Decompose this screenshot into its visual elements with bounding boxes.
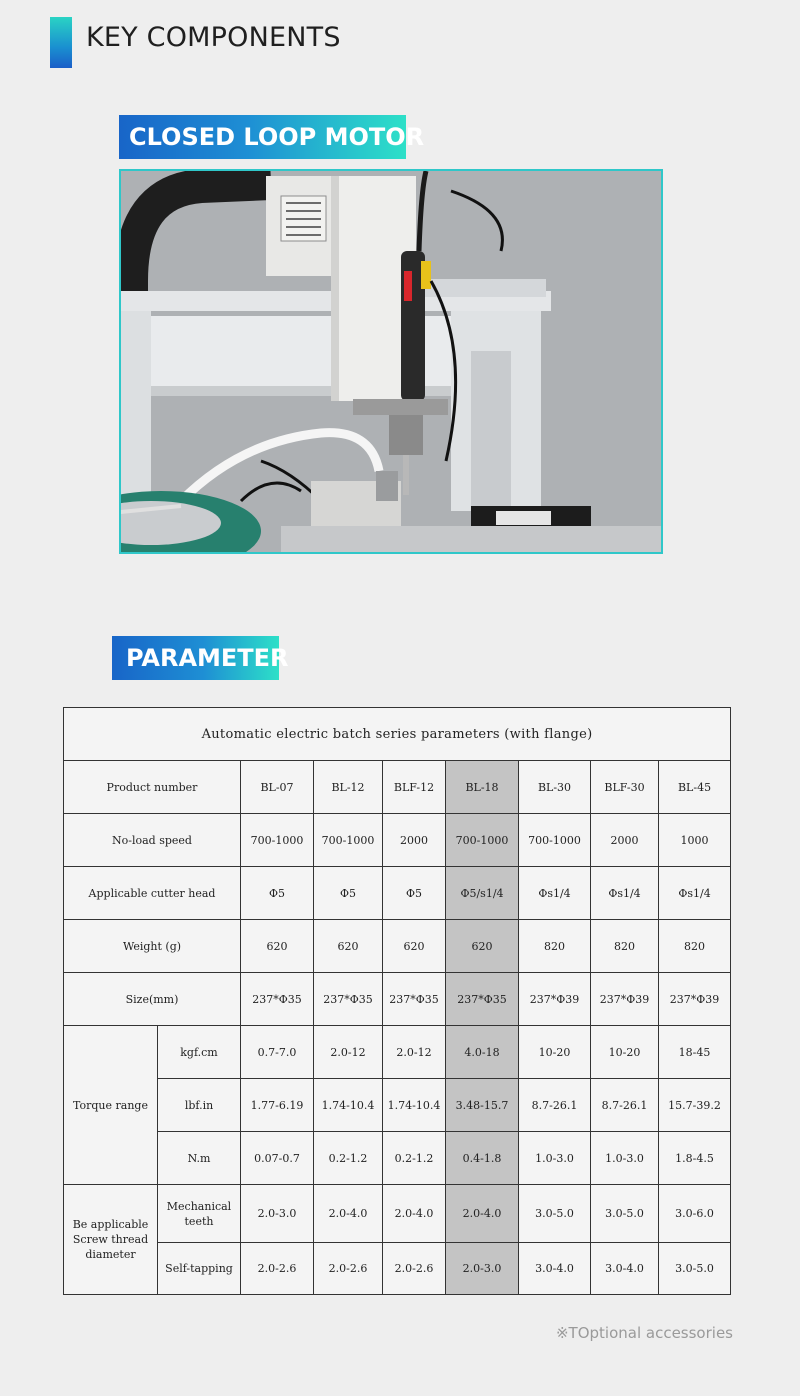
table-cell: 8.7-26.1: [519, 1079, 591, 1132]
table-cell: 3.0-5.0: [519, 1185, 591, 1243]
table-row: [64, 1185, 731, 1243]
table-cell: Φ5: [383, 867, 446, 920]
table-row: [64, 814, 731, 867]
sub-label: N.m: [158, 1132, 241, 1185]
table-cell: 2.0-12: [383, 1026, 446, 1079]
table-cell: 237*Φ39: [591, 973, 659, 1026]
table-cell: 1.0-3.0: [591, 1132, 659, 1185]
table-cell: Φ5: [314, 867, 383, 920]
table-cell: 700-1000: [314, 814, 383, 867]
table-cell: 3.0-5.0: [591, 1185, 659, 1243]
sub-label: Self-tapping: [158, 1243, 241, 1295]
table-row: [64, 920, 731, 973]
table-row: [64, 761, 731, 814]
row-label: Size(mm): [64, 973, 241, 1026]
table-cell: 237*Φ39: [519, 973, 591, 1026]
row-label: Weight (g): [64, 920, 241, 973]
parameter-tag: PARAMETER: [112, 636, 279, 680]
table-row: [64, 867, 731, 920]
table-cell: 700-1000: [446, 814, 519, 867]
table-cell: 10-20: [519, 1026, 591, 1079]
table-cell: BL-18: [446, 761, 519, 814]
table-cell: Φs1/4: [591, 867, 659, 920]
footnote: ※TOptional accessories: [555, 1324, 733, 1342]
table-cell: 4.0-18: [446, 1026, 519, 1079]
table-cell: 237*Φ39: [659, 973, 731, 1026]
table-cell: 2.0-2.6: [383, 1243, 446, 1295]
table-cell: Φs1/4: [659, 867, 731, 920]
table-cell: 2.0-3.0: [241, 1185, 314, 1243]
table-cell: 0.4-1.8: [446, 1132, 519, 1185]
table-cell: 0.07-0.7: [241, 1132, 314, 1185]
table-title: Automatic electric batch series parameters (with flange): [64, 708, 731, 761]
sub-label: kgf.cm: [158, 1026, 241, 1079]
table-cell: 2.0-2.6: [314, 1243, 383, 1295]
closed-loop-motor-tag: CLOSED LOOP MOTOR: [119, 115, 406, 159]
table-cell: 2000: [591, 814, 659, 867]
table-cell: 1.74-10.4: [383, 1079, 446, 1132]
table-cell: 0.7-7.0: [241, 1026, 314, 1079]
table-cell: BLF-30: [591, 761, 659, 814]
table-cell: 237*Φ35: [314, 973, 383, 1026]
table-cell: 0.2-1.2: [383, 1132, 446, 1185]
table-cell: 3.0-5.0: [659, 1243, 731, 1295]
table-cell: 237*Φ35: [446, 973, 519, 1026]
table-cell: 8.7-26.1: [591, 1079, 659, 1132]
table-cell: BL-30: [519, 761, 591, 814]
table-cell: 820: [659, 920, 731, 973]
table-cell: 820: [519, 920, 591, 973]
table-cell: Φ5/s1/4: [446, 867, 519, 920]
table-cell: 2.0-4.0: [446, 1185, 519, 1243]
table-cell: 2.0-2.6: [241, 1243, 314, 1295]
table-cell: 237*Φ35: [241, 973, 314, 1026]
table-cell: 3.48-15.7: [446, 1079, 519, 1132]
table-cell: 2.0-12: [314, 1026, 383, 1079]
sub-label: lbf.in: [158, 1079, 241, 1132]
table-row: [64, 1026, 731, 1079]
table-cell: 18-45: [659, 1026, 731, 1079]
table-cell: 1.8-4.5: [659, 1132, 731, 1185]
table-title-row: [64, 708, 731, 761]
table-cell: 1.74-10.4: [314, 1079, 383, 1132]
table-cell: 2000: [383, 814, 446, 867]
table-row: [64, 1079, 731, 1132]
table-cell: 700-1000: [519, 814, 591, 867]
table-row: [64, 1132, 731, 1185]
sub-label: Mechanical teeth: [158, 1185, 241, 1243]
table-cell: 2.0-4.0: [314, 1185, 383, 1243]
table-cell: 620: [314, 920, 383, 973]
row-label: No-load speed: [64, 814, 241, 867]
table-cell: 1.77-6.19: [241, 1079, 314, 1132]
page-title: KEY COMPONENTS: [86, 22, 341, 53]
table-cell: 620: [446, 920, 519, 973]
table-cell: Φs1/4: [519, 867, 591, 920]
table-cell: 1000: [659, 814, 731, 867]
table-cell: 2.0-4.0: [383, 1185, 446, 1243]
table-cell: 10-20: [591, 1026, 659, 1079]
table-row: [64, 973, 731, 1026]
table-cell: 3.0-6.0: [659, 1185, 731, 1243]
table-row: [64, 1243, 731, 1295]
row-label: Product number: [64, 761, 241, 814]
table-cell: BL-45: [659, 761, 731, 814]
row-label: Applicable cutter head: [64, 867, 241, 920]
machine-illustration: [121, 171, 661, 552]
table-cell: 620: [383, 920, 446, 973]
table-cell: 1.0-3.0: [519, 1132, 591, 1185]
product-photo: [119, 169, 663, 554]
group-label: Torque range: [64, 1026, 158, 1185]
table-cell: 15.7-39.2: [659, 1079, 731, 1132]
table-cell: BL-12: [314, 761, 383, 814]
table-cell: 820: [591, 920, 659, 973]
parameter-table: [63, 707, 731, 1295]
header-accent-bar: [50, 17, 72, 68]
table-cell: 0.2-1.2: [314, 1132, 383, 1185]
table-cell: 3.0-4.0: [519, 1243, 591, 1295]
table-cell: 620: [241, 920, 314, 973]
table-cell: 3.0-4.0: [591, 1243, 659, 1295]
group-label: Be applicable Screw thread diameter: [64, 1185, 158, 1295]
table-cell: Φ5: [241, 867, 314, 920]
table-cell: BLF-12: [383, 761, 446, 814]
table-cell: BL-07: [241, 761, 314, 814]
table-cell: 237*Φ35: [383, 973, 446, 1026]
table-cell: 700-1000: [241, 814, 314, 867]
table-cell: 2.0-3.0: [446, 1243, 519, 1295]
